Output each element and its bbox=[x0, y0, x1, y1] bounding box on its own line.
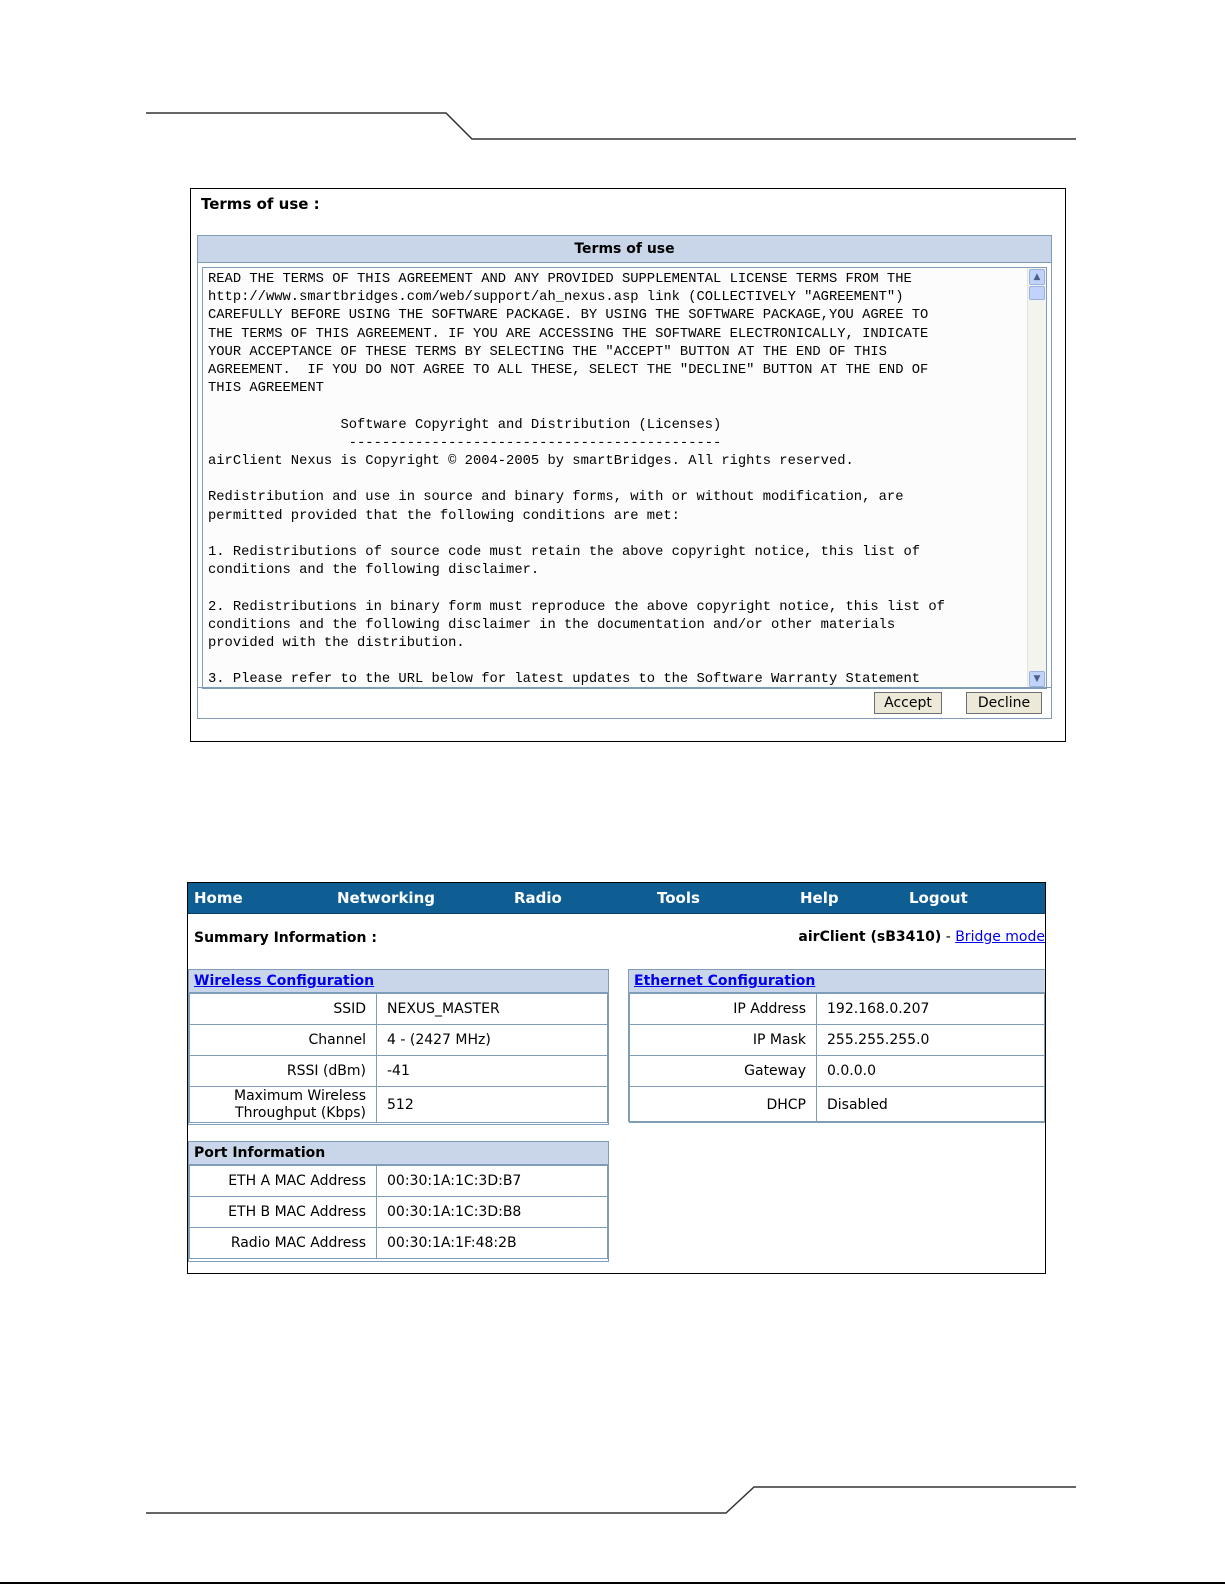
table-row bbox=[190, 1166, 608, 1197]
eth-a-mac-label: ETH A MAC Address bbox=[190, 1166, 377, 1197]
port-table bbox=[189, 1165, 608, 1259]
terms-heading: Terms of use : bbox=[201, 195, 320, 213]
nav-logout[interactable]: Logout bbox=[909, 889, 968, 907]
summary-title: Summary Information : bbox=[194, 930, 377, 946]
rssi-label: RSSI (dBm) bbox=[190, 1056, 377, 1087]
wireless-configuration-section bbox=[188, 969, 609, 1125]
channel-value: 4 - (2427 MHz) bbox=[377, 1025, 608, 1056]
terms-panel-title: Terms of use bbox=[198, 236, 1051, 263]
dhcp-value: Disabled bbox=[817, 1087, 1045, 1123]
nav-networking[interactable]: Networking bbox=[337, 889, 435, 907]
ethernet-configuration-link[interactable]: Ethernet Configuration bbox=[634, 973, 816, 989]
terms-panel bbox=[197, 235, 1052, 719]
gateway-label: Gateway bbox=[630, 1056, 817, 1087]
throughput-label-line2: Throughput (Kbps) bbox=[235, 1104, 366, 1121]
table-row bbox=[190, 1087, 608, 1123]
table-row bbox=[190, 1025, 608, 1056]
bridge-mode-link[interactable]: Bridge mode bbox=[955, 929, 1045, 945]
table-row bbox=[190, 1228, 608, 1259]
terms-textarea[interactable] bbox=[202, 267, 1047, 689]
table-row bbox=[630, 1087, 1045, 1123]
scroll-thumb[interactable] bbox=[1029, 286, 1045, 300]
table-row bbox=[190, 994, 608, 1025]
throughput-label-line1: Maximum Wireless bbox=[233, 1087, 366, 1104]
ethernet-table bbox=[629, 993, 1045, 1123]
device-name: airClient (sB3410) bbox=[798, 929, 942, 945]
nav-radio[interactable]: Radio bbox=[514, 889, 562, 907]
dhcp-label: DHCP bbox=[630, 1087, 817, 1123]
device-separator: - bbox=[941, 929, 956, 945]
throughput-value: 512 bbox=[377, 1087, 608, 1123]
wireless-configuration-link[interactable]: Wireless Configuration bbox=[194, 973, 375, 989]
nav-home[interactable]: Home bbox=[194, 889, 243, 907]
terms-scrollbar[interactable] bbox=[1027, 268, 1046, 688]
summary-window bbox=[187, 882, 1046, 1274]
rssi-value: -41 bbox=[377, 1056, 608, 1087]
channel-label: Channel bbox=[190, 1025, 377, 1056]
accept-button[interactable]: Accept bbox=[874, 692, 942, 714]
port-information-section bbox=[188, 1141, 609, 1262]
gateway-value: 0.0.0.0 bbox=[817, 1056, 1045, 1087]
ip-address-value: 192.168.0.207 bbox=[817, 994, 1045, 1025]
radio-mac-value: 00:30:1A:1F:48:2B bbox=[377, 1228, 608, 1259]
throughput-label bbox=[190, 1087, 377, 1123]
table-row bbox=[630, 1056, 1045, 1087]
nav-help[interactable]: Help bbox=[800, 889, 839, 907]
eth-b-mac-label: ETH B MAC Address bbox=[190, 1197, 377, 1228]
terms-of-use-window bbox=[190, 188, 1066, 742]
eth-b-mac-value: 00:30:1A:1C:3D:B8 bbox=[377, 1197, 608, 1228]
wireless-configuration-header bbox=[189, 970, 608, 993]
eth-a-mac-value: 00:30:1A:1C:3D:B7 bbox=[377, 1166, 608, 1197]
ip-mask-label: IP Mask bbox=[630, 1025, 817, 1056]
ssid-label: SSID bbox=[190, 994, 377, 1025]
scroll-up-icon[interactable]: ▲ bbox=[1029, 269, 1045, 285]
decline-button[interactable]: Decline bbox=[966, 692, 1042, 714]
table-row bbox=[190, 1056, 608, 1087]
scroll-down-icon[interactable]: ▼ bbox=[1029, 671, 1045, 687]
nav-bar bbox=[188, 883, 1045, 914]
ssid-value: NEXUS_MASTER bbox=[377, 994, 608, 1025]
table-row bbox=[630, 994, 1045, 1025]
ip-mask-value: 255.255.255.0 bbox=[817, 1025, 1045, 1056]
table-row bbox=[190, 1197, 608, 1228]
radio-mac-label: Radio MAC Address bbox=[190, 1228, 377, 1259]
ethernet-configuration-header bbox=[629, 970, 1045, 993]
terms-text: READ THE TERMS OF THIS AGREEMENT AND ANY PROVIDED SUPPLEMENTAL LICENSE TERMS FROM THE http://www.smartbridges.com/web/support/ah_nexus.asp link (COLLECTIVELY "AGREEMENT") CAREFULLY BEFORE USING THE SOFTWARE PACKAGE. BY USING THE SOFTWARE PACKAGE,YOU AGREE TO THE TERMS OF THIS AGREEMENT. IF YOU ARE ACCESSING THE SOFTWARE ELECTRONICALLY, INDICATE YOUR ACCEPTANCE OF THESE TERMS BY SELECTING THE "ACCEPT" BUTTON AT THE END OF THIS AGREEMENT. IF YOU DO NOT AGREE TO ALL THESE, SELECT THE "DECLINE" BUTTON AT THE END OF THIS AGREEMENT Software Copyright and Distribution (Licenses) --------------------------------------------- airClient Nexus is Copyright © 2004-2005 by smartBridges. All rights reserved. Redistribution and use in source and binary forms, with or without modification, are permitted provided that the following conditions are met: 1. Redistributions of source code must retain the above copyright notice, this list of conditions and the following disclaimer. 2. Redistributions in binary form must reproduce the above copyright notice, this list of conditions and the following disclaimer in the documentation and/or other materials provided with the distribution. 3. Please refer to the URL below for latest updates to the Software Warranty Statement bbox=[208, 272, 945, 688]
ethernet-configuration-section bbox=[628, 969, 1046, 1122]
table-row bbox=[630, 1025, 1045, 1056]
nav-tools[interactable]: Tools bbox=[657, 889, 700, 907]
device-info bbox=[798, 929, 1045, 945]
port-information-header: Port Information bbox=[189, 1142, 608, 1165]
terms-footer bbox=[198, 687, 1051, 718]
ip-address-label: IP Address bbox=[630, 994, 817, 1025]
wireless-table bbox=[189, 993, 608, 1123]
